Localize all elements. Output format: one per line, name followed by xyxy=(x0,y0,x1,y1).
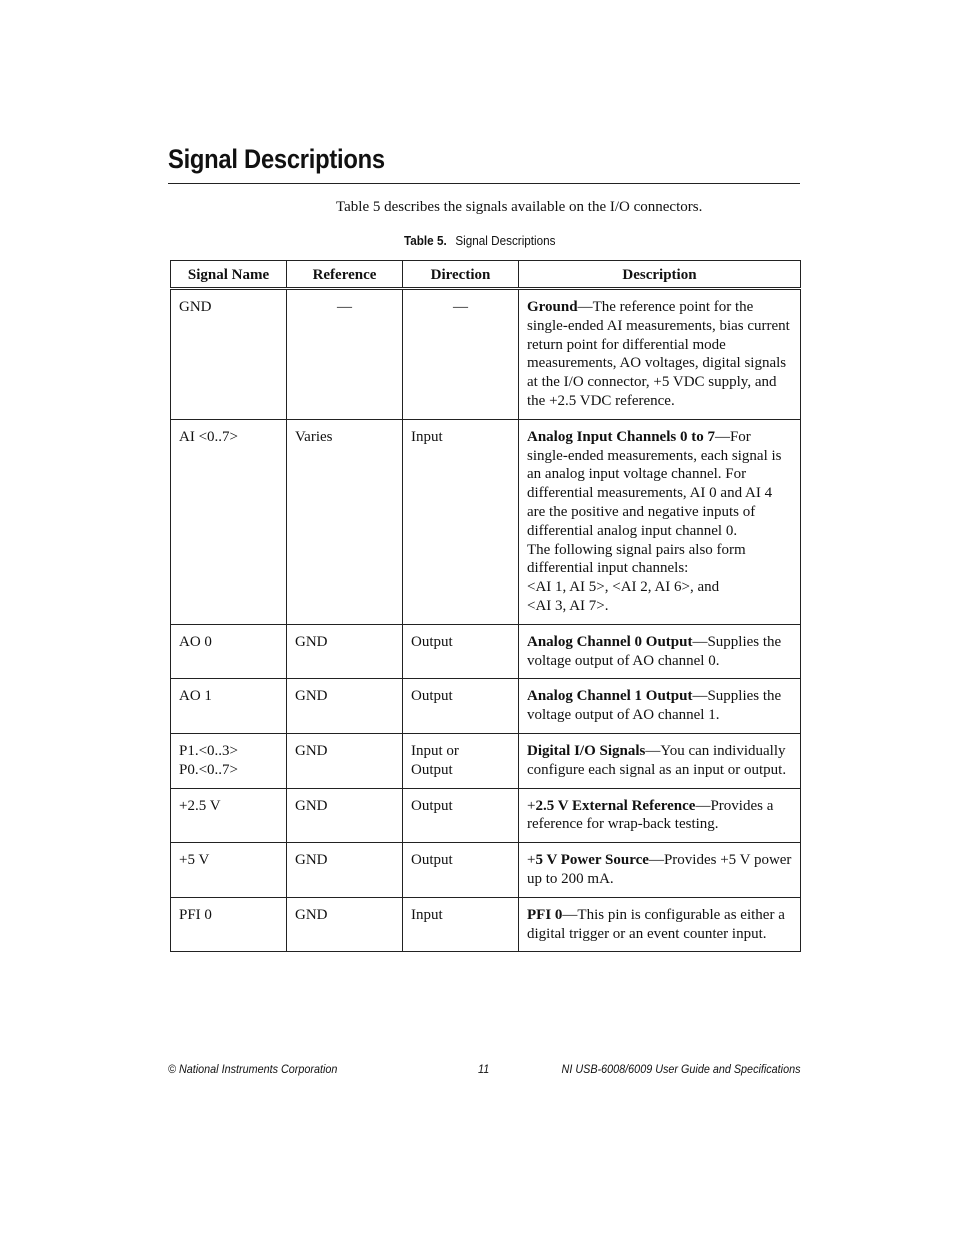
signal-name-cell xyxy=(171,289,287,420)
direction-line: Input xyxy=(411,906,443,923)
table-row xyxy=(171,733,801,788)
description-cell xyxy=(519,289,801,420)
signal-name-cell xyxy=(171,419,287,624)
reference-cell: Varies xyxy=(287,419,403,624)
direction-cell xyxy=(403,897,519,952)
table-caption-title: Signal Descriptions xyxy=(455,233,556,248)
reference-cell: GND xyxy=(287,843,403,898)
description-text: —Supplies the voltage output of AO channel 0. xyxy=(527,633,782,669)
reference-cell: GND xyxy=(287,624,403,679)
direction-line: Output xyxy=(411,797,453,814)
description-cell xyxy=(519,733,801,788)
signal-name-cell xyxy=(171,788,287,843)
signal-name-cell xyxy=(171,897,287,952)
description-paragraph xyxy=(527,688,781,723)
reference-cell: GND xyxy=(287,679,403,734)
description-cell xyxy=(519,419,801,624)
signal-name-line: +5 V xyxy=(179,852,210,869)
signal-name-line: P0.<0..7> xyxy=(179,761,239,778)
table-row xyxy=(171,624,801,679)
signal-name-cell xyxy=(171,679,287,734)
direction-cell xyxy=(403,679,519,734)
description-cell xyxy=(519,843,801,898)
direction-line: Output xyxy=(411,633,453,650)
description-text: —This pin is configurable as either a digital trigger or an event counter input. xyxy=(527,906,785,942)
description-text: <AI 1, AI 5>, <AI 2, AI 6>, and xyxy=(527,579,720,596)
signal-name-line: AI <0..7> xyxy=(179,428,238,445)
description-cell xyxy=(519,897,801,952)
description-text: —Provides +5 V power up to 200 mA. xyxy=(527,852,792,887)
description-term: Analog Input Channels 0 to 7 xyxy=(527,428,715,445)
signal-name-cell xyxy=(171,624,287,679)
signal-descriptions-table xyxy=(170,260,801,952)
description-text: —The reference point for the single-ended AI measurements, bias current return point for differential mode measurements, AO voltages, digital signals at the I/O connector, +5 VDC supply, and the +2.5 VDC reference. xyxy=(527,299,790,409)
description-cell xyxy=(519,788,801,843)
header-description: Description xyxy=(519,261,801,289)
header-direction: Direction xyxy=(403,261,519,289)
description-cell xyxy=(519,624,801,679)
signal-name-line: +2.5 V xyxy=(179,797,221,814)
description-term: Digital I/O Signals xyxy=(527,742,646,759)
signal-name-cell xyxy=(171,733,287,788)
table-body xyxy=(171,289,801,952)
description-cell xyxy=(519,679,801,734)
title-rule xyxy=(168,183,800,184)
description-paragraph xyxy=(527,634,781,669)
description-paragraph xyxy=(527,743,786,778)
description-prefix: + xyxy=(527,852,536,869)
reference-cell: GND xyxy=(287,733,403,788)
table-caption-number: Table 5. xyxy=(404,233,447,248)
reference-cell: GND xyxy=(287,788,403,843)
direction-line: Output xyxy=(411,852,453,869)
description-prefix: + xyxy=(527,797,536,814)
description-term: Ground xyxy=(527,299,578,315)
description-paragraph xyxy=(527,907,785,942)
direction-line: — xyxy=(453,299,468,315)
table-row xyxy=(171,843,801,898)
direction-cell xyxy=(403,289,519,420)
description-term: PFI 0 xyxy=(527,906,563,923)
signal-name-cell xyxy=(171,843,287,898)
description-term: Analog Channel 1 Output xyxy=(527,688,693,705)
footer-document-title: NI USB-6008/6009 User Guide and Specifications xyxy=(561,1062,800,1076)
description-term: 2.5 V External Reference xyxy=(535,797,696,814)
description-paragraph xyxy=(527,429,782,539)
description-paragraph xyxy=(527,798,773,833)
description-text: <AI 3, AI 7>. xyxy=(527,597,609,614)
signal-name-line: AO 0 xyxy=(179,633,212,650)
direction-cell xyxy=(403,733,519,788)
description-text: The following signal pairs also form differential input channels: xyxy=(527,541,746,577)
description-text: —You can individually configure each signal as an input or output. xyxy=(527,742,787,778)
description-paragraph xyxy=(527,299,790,409)
footer-copyright: © National Instruments Corporation xyxy=(168,1062,338,1076)
signal-name-line: PFI 0 xyxy=(179,906,212,923)
description-term: Analog Channel 0 Output xyxy=(527,633,693,650)
reference-cell: — xyxy=(287,289,403,420)
reference-cell: GND xyxy=(287,897,403,952)
table-row xyxy=(171,897,801,952)
direction-line: Input or xyxy=(411,742,459,759)
signal-name-line: GND xyxy=(179,299,212,315)
direction-line: Output xyxy=(411,761,453,778)
header-signal-name: Signal Name xyxy=(171,261,287,289)
table-header-row xyxy=(171,261,801,289)
description-term: 5 V Power Source xyxy=(535,852,649,869)
description-paragraph xyxy=(527,852,791,887)
signal-name-line: AO 1 xyxy=(179,688,212,705)
table-caption xyxy=(404,233,556,248)
table-row xyxy=(171,679,801,734)
direction-cell xyxy=(403,843,519,898)
signal-name-line: P1.<0..3> xyxy=(179,742,239,759)
direction-line: Input xyxy=(411,428,443,445)
table-row xyxy=(171,289,801,420)
direction-cell xyxy=(403,788,519,843)
direction-line: Output xyxy=(411,688,453,705)
direction-cell xyxy=(403,419,519,624)
intro-paragraph: Table 5 describes the signals available on the I/O connectors. xyxy=(336,199,703,215)
description-text: —For single-ended measurements, each signal is an analog input voltage channel. For differential measurements, AI 0 and AI 4 are the positive and negative inputs of differential analog input channel 0. xyxy=(527,428,782,539)
description-text: —Supplies the voltage output of AO channel 1. xyxy=(527,688,782,724)
direction-cell xyxy=(403,624,519,679)
header-reference: Reference xyxy=(287,261,403,289)
description-text: —Provides a reference for wrap-back testing. xyxy=(527,797,774,833)
footer-page-number: 11 xyxy=(478,1062,490,1076)
table-row xyxy=(171,419,801,624)
table-row xyxy=(171,788,801,843)
page-title: Signal Descriptions xyxy=(168,144,385,174)
